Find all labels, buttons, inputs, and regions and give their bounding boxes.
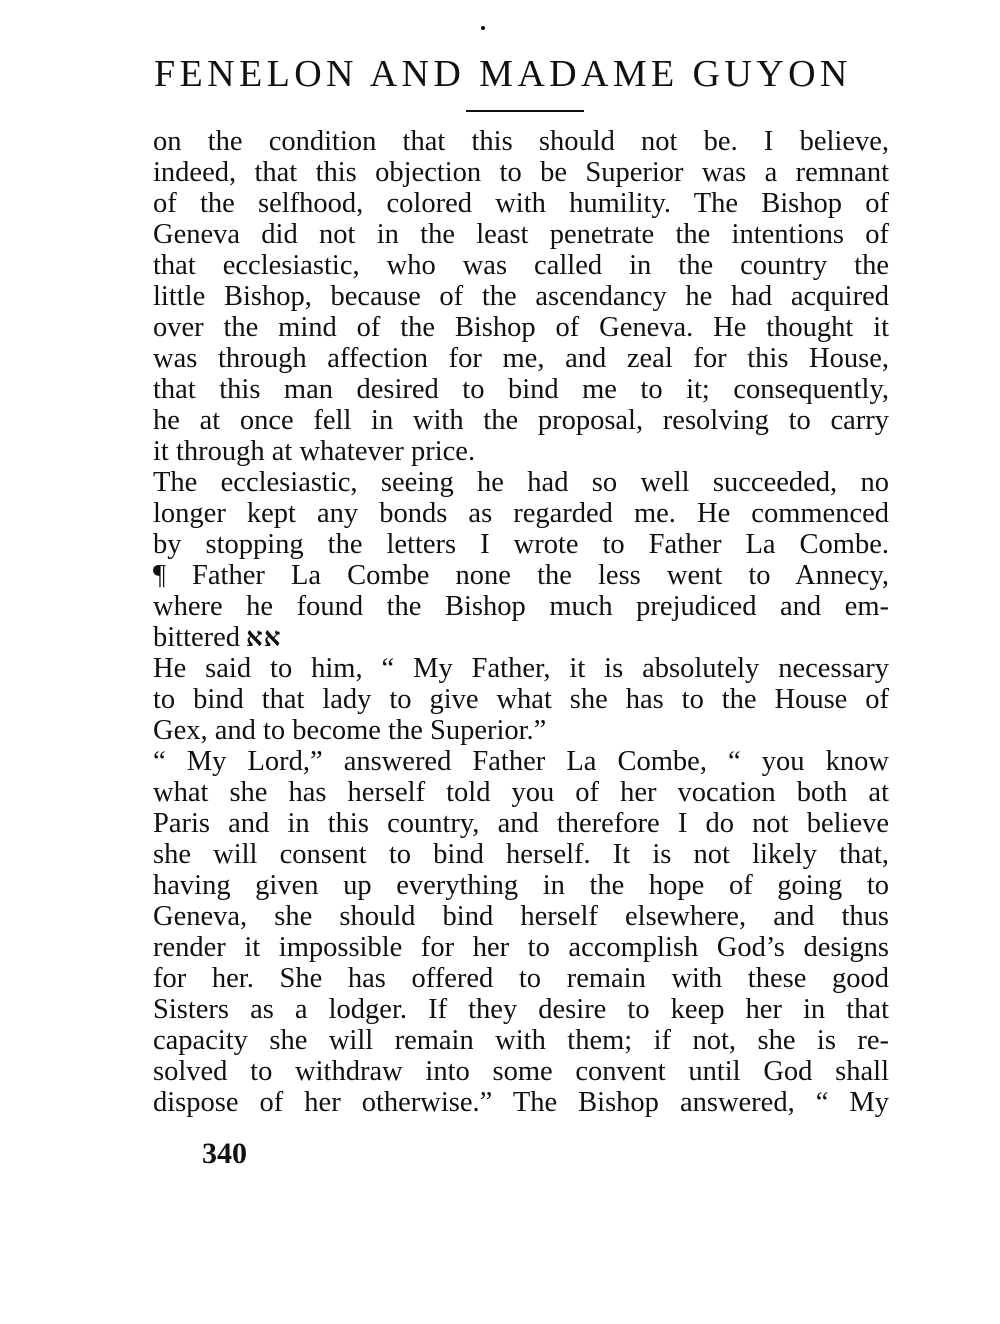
text-line: Paris and in this country, and therefore I do not believe [153,808,889,839]
text-line: to bind that lady to give what she has to the House of [153,684,889,715]
text-line: where he found the Bishop much prejudiced and em- [153,591,889,622]
title-rule [466,110,584,112]
text-line: it through at whatever price. [153,436,476,467]
text-line: indeed, that this objection to be Superior was a remnant [153,157,889,188]
text-line: “ My Lord,” answered Father La Combe, “ you know [153,746,889,777]
text-line: he at once fell in with the proposal, resolving to carry [153,405,889,436]
text-line-with-ornament [153,622,889,653]
text-line: capacity she will remain with them; if not, she is re- [153,1025,889,1056]
text-line: ¶ Father La Combe none the less went to Annecy, [153,560,889,591]
text-line: Geneva did not in the least penetrate the intentions of [153,219,889,250]
text-line: Geneva, she should bind herself elsewhere, and thus [153,901,889,932]
text-line: over the mind of the Bishop of Geneva. He thought it [153,312,889,343]
text-line: having given up everything in the hope of going to [153,870,889,901]
text-line: on the condition that this should not be. I believe, [153,126,889,157]
page-number: 340 [202,1137,247,1170]
text-line: what she has herself told you of her vocation both at [153,777,889,808]
body-text [153,126,889,1118]
text-line: that this man desired to bind me to it; consequently, [153,374,889,405]
text-line: render it impossible for her to accomplish God’s designs [153,932,889,963]
text-line: dispose of her otherwise.” The Bishop answered, “ My [153,1087,889,1118]
text-line-fragment: bittered [153,622,241,653]
text-line: Sisters as a lodger. If they desire to keep her in that [153,994,889,1025]
text-line: longer kept any bonds as regarded me. He commenced [153,498,889,529]
text-line: Gex, and to become the Superior.” [153,715,547,746]
fleuron-ornament: ﬡﬡ [246,623,282,652]
text-line: He said to him, “ My Father, it is absolutely necessary [153,653,889,684]
text-line: she will consent to bind herself. It is not likely that, [153,839,889,870]
ink-dot [481,26,485,30]
running-title: FENELON AND MADAME GUYON [154,53,852,95]
text-line: solved to withdraw into some convent until God shall [153,1056,889,1087]
text-line: of the selfhood, colored with humility. The Bishop of [153,188,889,219]
text-line: by stopping the letters I wrote to Father La Combe. [153,529,889,560]
text-line: little Bishop, because of the ascendancy he had acquired [153,281,889,312]
text-line: The ecclesiastic, seeing he had so well succeeded, no [153,467,889,498]
text-line: was through affection for me, and zeal for this House, [153,343,889,374]
text-line: for her. She has offered to remain with these good [153,963,889,994]
text-line: that ecclesiastic, who was called in the country the [153,250,889,281]
